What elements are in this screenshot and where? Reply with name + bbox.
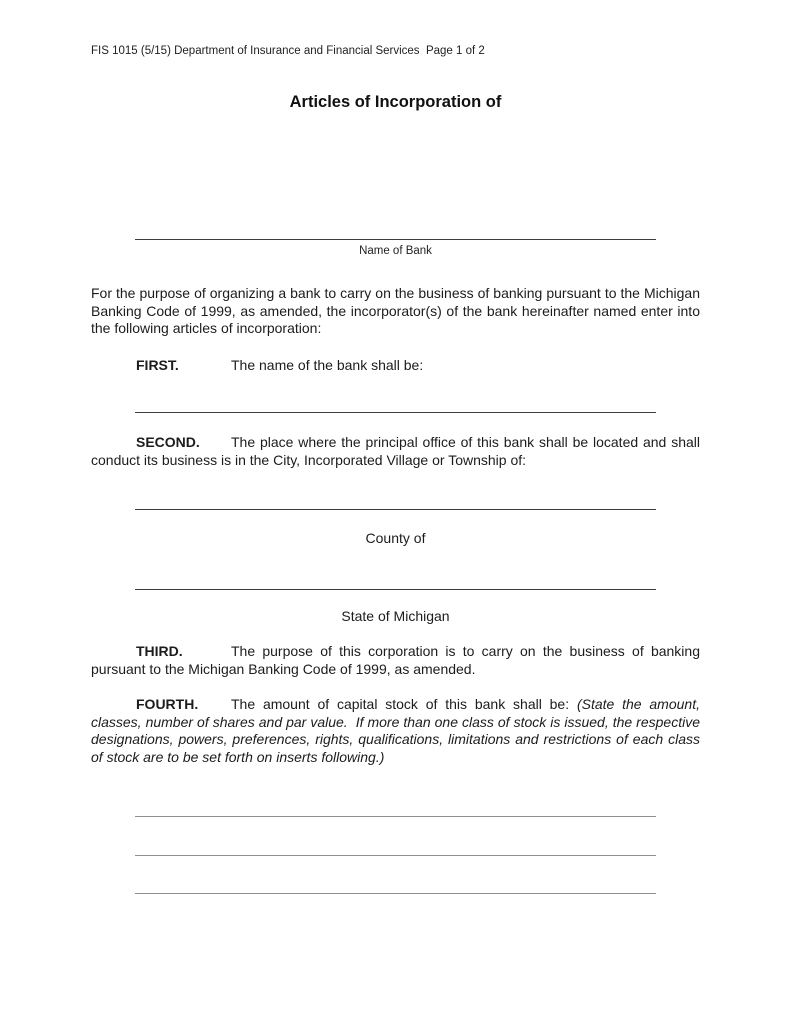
city-village-township-line[interactable] bbox=[135, 509, 656, 510]
article-second-text: The place where the principal office of this bank shall be located and shall conduct its business is in the City, Incorporated Village or Township of: bbox=[91, 434, 700, 468]
article-third-paragraph bbox=[91, 643, 700, 678]
capital-stock-line-2[interactable] bbox=[135, 855, 656, 856]
article-second-label: SECOND. bbox=[136, 434, 200, 450]
article-fourth-instruction-note: (State the amount, classes, number of shares and par value. If more than one class of stock is issued, the respective designations, powers, preferences, rights, qualifications, limitations and restrictions of each class of stock are to be set forth on inserts following.) bbox=[91, 696, 704, 765]
article-first-paragraph bbox=[91, 357, 700, 375]
state-of-michigan-caption: State of Michigan bbox=[341, 608, 450, 624]
article-third-text: The purpose of this corporation is to carry on the business of banking pursuant to the Michigan Banking Code of 1999, as amended. bbox=[91, 643, 700, 677]
county-of-caption: County of bbox=[365, 530, 426, 546]
article-fourth-paragraph bbox=[91, 696, 704, 766]
bank-name-line[interactable] bbox=[135, 239, 656, 240]
article-first-label: FIRST. bbox=[136, 357, 179, 373]
document-title: Articles of Incorporation of bbox=[289, 93, 502, 111]
article-fourth-label: FOURTH. bbox=[136, 696, 199, 712]
article-first-text: The name of the bank shall be: bbox=[231, 357, 424, 373]
form-number-header: FIS 1015 (5/15) Department of Insurance and Financial Services Page 1 of 2 bbox=[91, 45, 485, 57]
article-second-paragraph bbox=[91, 434, 700, 469]
bank-name-answer-line[interactable] bbox=[135, 412, 656, 413]
capital-stock-line-1[interactable] bbox=[135, 816, 656, 817]
intro-paragraph: For the purpose of organizing a bank to carry on the business of banking pursuant to the Michigan Banking Code of 1999, as amended, the incorporator(s) of the bank hereinafter named enter into the following articles of incorporation: bbox=[91, 285, 700, 337]
article-fourth-text: The amount of capital stock of this bank shall be: bbox=[231, 696, 577, 712]
article-third-label: THIRD. bbox=[136, 643, 183, 659]
capital-stock-line-3[interactable] bbox=[135, 893, 656, 894]
county-line[interactable] bbox=[135, 589, 656, 590]
bank-name-caption: Name of Bank bbox=[359, 245, 432, 257]
